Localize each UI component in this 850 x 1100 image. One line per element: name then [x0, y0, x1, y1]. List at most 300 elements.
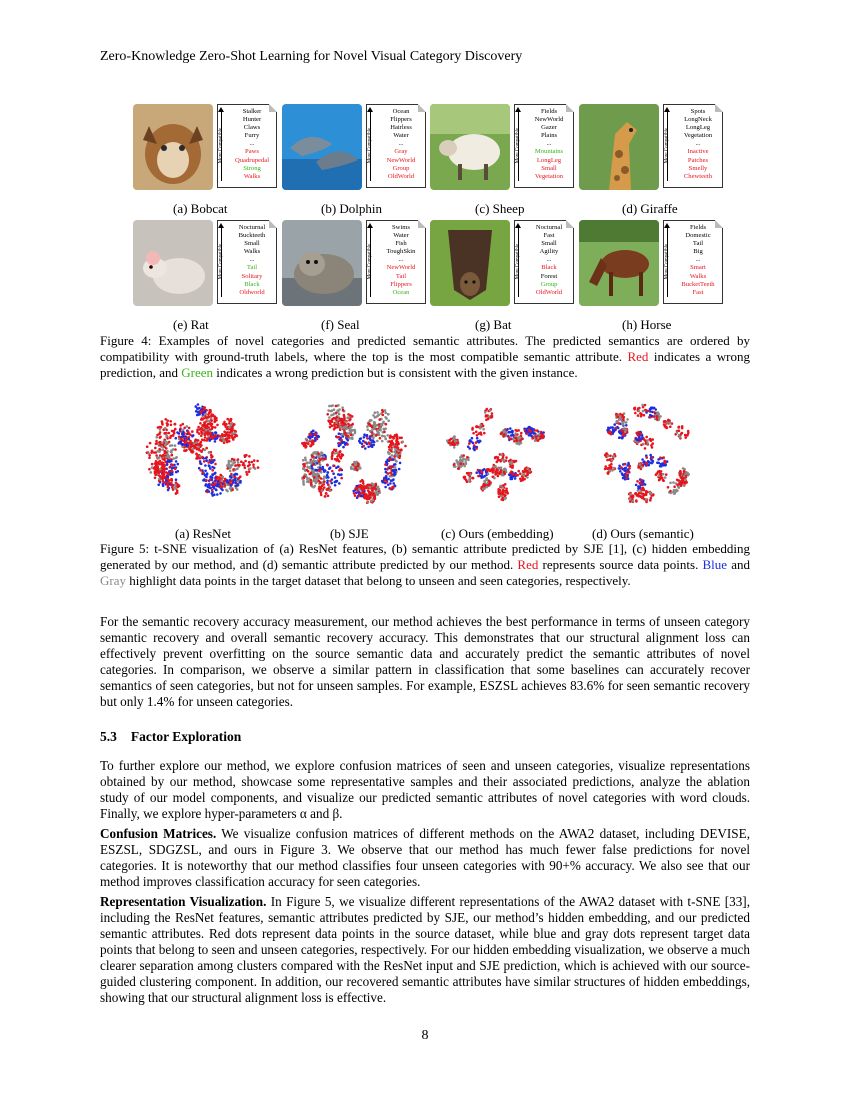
tsne-point: [337, 418, 340, 421]
tsne-point: [459, 460, 462, 463]
tsne-point: [234, 464, 237, 467]
tsne-point: [210, 456, 213, 459]
tsne-point: [321, 452, 324, 455]
tsne-point: [520, 442, 523, 445]
attribute-word: ...: [249, 256, 255, 264]
tsne-point: [478, 432, 481, 435]
tsne-point: [184, 442, 187, 445]
attribute-list: [366, 104, 426, 188]
tsne-point: [684, 479, 687, 482]
tsne-point: [687, 432, 690, 435]
tsne-point: [667, 486, 670, 489]
subcaption-ours-embedding: (c) Ours (embedding): [441, 526, 554, 541]
tsne-point: [466, 456, 469, 459]
tsne-point: [320, 494, 323, 497]
tsne-point: [389, 434, 392, 437]
attribute-word: Tail: [395, 272, 407, 280]
tsne-point: [351, 437, 354, 440]
attribute-word: Walks: [243, 248, 261, 256]
tsne-point: [169, 444, 172, 447]
tsne-point: [372, 444, 375, 447]
tsne-point: [628, 471, 631, 474]
tsne-point: [326, 464, 329, 467]
tsne-point: [389, 472, 392, 475]
tsne-sje: [290, 398, 415, 513]
tsne-point: [243, 464, 246, 467]
attribute-word: Smart: [690, 264, 706, 272]
tsne-point: [669, 482, 672, 485]
green-word: Green: [181, 365, 213, 380]
tsne-point: [310, 479, 313, 482]
tsne-point: [680, 484, 683, 487]
tsne-point: [313, 486, 316, 489]
attribute-word: Swims: [392, 224, 410, 231]
tsne-point: [328, 416, 331, 419]
attribute-word: Furry: [244, 132, 260, 140]
tsne-point: [214, 426, 217, 429]
tsne-point: [353, 492, 356, 495]
tsne-point: [206, 491, 209, 494]
attribute-word: Group: [392, 164, 410, 172]
tsne-point: [248, 471, 251, 474]
tsne-point: [662, 473, 665, 476]
tsne-point: [634, 412, 637, 415]
tsne-point: [511, 478, 514, 481]
tsne-point: [374, 411, 377, 414]
tsne-point: [468, 479, 471, 482]
tsne-point: [197, 446, 200, 449]
tsne-point: [395, 440, 398, 443]
tsne-point: [388, 452, 391, 455]
tsne-point: [330, 405, 333, 408]
tsne-point: [647, 410, 650, 413]
tsne-point: [243, 454, 246, 457]
tsne-point: [607, 455, 610, 458]
tsne-point: [625, 428, 628, 431]
tsne-point: [230, 480, 233, 483]
tsne-point: [658, 462, 661, 465]
attribute-word: Domestic: [685, 232, 711, 240]
tsne-point: [157, 472, 160, 475]
tsne-point: [222, 437, 225, 440]
tsne-point: [318, 480, 321, 483]
tsne-point: [522, 470, 525, 473]
tsne-point: [388, 458, 391, 461]
tsne-point: [676, 484, 679, 487]
attribute-word: Fields: [540, 108, 558, 115]
tsne-point: [616, 415, 619, 418]
tsne-point: [532, 432, 535, 435]
attribute-list: [217, 220, 277, 304]
example-caption: (a) Bobcat: [173, 201, 228, 216]
tsne-point: [336, 458, 339, 461]
tsne-point: [211, 489, 214, 492]
tsne-point: [640, 433, 643, 436]
tsne-point: [202, 424, 205, 427]
tsne-point: [486, 469, 489, 472]
tsne-point: [645, 456, 648, 459]
tsne-point: [606, 467, 609, 470]
attribute-word: NewWorld: [534, 116, 564, 124]
running-header: Zero-Knowledge Zero-Shot Learning for Novel Visual Category Discovery: [100, 49, 523, 64]
tsne-point: [211, 494, 214, 497]
tsne-point: [177, 463, 180, 466]
tsne-point: [226, 490, 229, 493]
tsne-point: [496, 461, 499, 464]
tsne-point: [171, 473, 174, 476]
tsne-point: [451, 441, 454, 444]
tsne-point: [393, 435, 396, 438]
tsne-point: [207, 413, 210, 416]
tsne-point: [163, 466, 166, 469]
tsne-point: [224, 478, 227, 481]
example-caption: (h) Horse: [622, 317, 672, 332]
more-compatible-label: More Compatible: [218, 127, 224, 164]
tsne-point: [313, 476, 316, 479]
tsne-point: [316, 472, 319, 475]
tsne-point: [354, 430, 357, 433]
tsne-point: [344, 420, 347, 423]
tsne-point: [310, 481, 313, 484]
tsne-point: [633, 408, 636, 411]
tsne-point: [343, 414, 346, 417]
tsne-point: [327, 495, 330, 498]
tsne-point: [326, 488, 329, 491]
tsne-point: [509, 427, 512, 430]
animal-photo: [133, 104, 213, 190]
attribute-word: LongLeg: [685, 124, 711, 132]
tsne-point: [161, 461, 164, 464]
tsne-point: [662, 456, 665, 459]
tsne-point: [333, 428, 336, 431]
tsne-point: [629, 493, 632, 496]
tsne-point: [384, 412, 387, 415]
tsne-point: [188, 427, 191, 430]
attribute-list: [217, 104, 277, 188]
tsne-point: [202, 409, 205, 412]
tsne-point: [642, 487, 645, 490]
tsne-point: [479, 424, 482, 427]
tsne-point: [475, 471, 478, 474]
attribute-word: NewWorld: [386, 156, 416, 164]
tsne-point: [306, 466, 309, 469]
attribute-word: ...: [398, 256, 404, 264]
more-compatible-label: More Compatible: [367, 243, 373, 280]
tsne-point: [200, 463, 203, 466]
tsne-point: [338, 413, 341, 416]
tsne-point: [335, 480, 338, 483]
tsne-point: [629, 465, 632, 468]
tsne-point: [216, 424, 219, 427]
tsne-point: [387, 478, 390, 481]
tsne-point: [673, 485, 676, 488]
figure-4-caption: Figure 4: Examples of novel categories and predicted semantic attributes. The predicted semantics are ordered by compatibility with ground-truth labels, where the top is the most compatible semantic attribute. Red indicates a wrong prediction, and Green indicates a wrong prediction but is consistent with the given instance.: [100, 333, 750, 380]
tsne-point: [649, 410, 652, 413]
tsne-point: [312, 463, 315, 466]
tsne-point: [179, 429, 182, 432]
attribute-word: Water: [393, 232, 409, 240]
tsne-point: [199, 422, 202, 425]
tsne-point: [150, 471, 153, 474]
tsne-point: [333, 412, 336, 415]
tsne-point: [191, 435, 194, 438]
attribute-word: Solitary: [241, 272, 263, 280]
tsne-point: [352, 463, 355, 466]
tsne-point: [669, 490, 672, 493]
tsne-point: [395, 460, 398, 463]
tsne-point: [542, 431, 545, 434]
tsne-ours-semantic: [583, 398, 708, 513]
tsne-point: [622, 423, 625, 426]
tsne-point: [393, 455, 396, 458]
tsne-point: [184, 435, 187, 438]
tsne-point: [146, 445, 149, 448]
tsne-point: [472, 432, 475, 435]
attribute-list: [366, 220, 426, 304]
tsne-point: [624, 421, 627, 424]
tsne-point: [526, 473, 529, 476]
tsne-point: [338, 432, 341, 435]
tsne-point: [479, 427, 482, 430]
tsne-point: [467, 459, 470, 462]
tsne-point: [505, 456, 508, 459]
tsne-point: [230, 484, 233, 487]
tsne-point: [397, 447, 400, 450]
tsne-point: [640, 466, 643, 469]
tsne-point: [350, 429, 353, 432]
tsne-point: [645, 436, 648, 439]
tsne-point: [329, 489, 332, 492]
tsne-point: [257, 466, 260, 469]
tsne-point: [483, 468, 486, 471]
tsne-point: [666, 421, 669, 424]
tsne-point: [636, 480, 639, 483]
tsne-point: [625, 474, 628, 477]
tsne-point: [348, 416, 351, 419]
tsne-point: [512, 473, 515, 476]
tsne-point: [364, 447, 367, 450]
tsne-point: [314, 451, 317, 454]
tsne-point: [321, 457, 324, 460]
attribute-list: [514, 104, 574, 188]
tsne-point: [361, 479, 364, 482]
tsne-point: [171, 467, 174, 470]
tsne-point: [220, 479, 223, 482]
tsne-point: [327, 409, 330, 412]
tsne-point: [676, 479, 679, 482]
page-number: 8: [421, 1028, 429, 1043]
tsne-point: [649, 438, 652, 441]
tsne-point: [202, 413, 205, 416]
attribute-word: Spots: [690, 108, 706, 115]
tsne-point: [469, 473, 472, 476]
tsne-point: [676, 489, 679, 492]
attribute-word: Hunter: [242, 116, 262, 124]
tsne-point: [219, 486, 222, 489]
tsne-point: [608, 469, 611, 472]
tsne-point: [622, 474, 625, 477]
tsne-point: [369, 419, 372, 422]
tsne-point: [659, 465, 662, 468]
attribute-word: Fast: [543, 232, 555, 240]
tsne-point: [213, 421, 216, 424]
tsne-point: [226, 464, 229, 467]
tsne-point: [350, 434, 353, 437]
tsne-point: [362, 445, 365, 448]
tsne-point: [209, 430, 212, 433]
tsne-point: [681, 425, 684, 428]
tsne-point: [180, 440, 183, 443]
tsne-point: [509, 431, 512, 434]
tsne-point: [236, 467, 239, 470]
tsne-point: [336, 436, 339, 439]
tsne-point: [170, 482, 173, 485]
tsne-point: [514, 432, 517, 435]
example-caption: (g) Bat: [475, 317, 512, 332]
animal-photo: [430, 220, 510, 306]
attribute-word: Mountains: [534, 148, 564, 156]
tsne-point: [641, 436, 644, 439]
tsne-point: [526, 470, 529, 473]
tsne-point: [513, 440, 516, 443]
tsne-point: [170, 478, 173, 481]
tsne-point: [391, 479, 394, 482]
tsne-point: [343, 417, 346, 420]
tsne-point: [650, 459, 653, 462]
tsne-point: [613, 467, 616, 470]
tsne-point: [518, 437, 521, 440]
tsne-point: [383, 431, 386, 434]
tsne-point: [339, 428, 342, 431]
tsne-point: [354, 494, 357, 497]
tsne-point: [175, 492, 178, 495]
tsne-point: [207, 435, 210, 438]
tsne-point: [315, 433, 318, 436]
tsne-point: [375, 483, 378, 486]
tsne-point: [376, 430, 379, 433]
tsne-point: [190, 450, 193, 453]
tsne-point: [171, 454, 174, 457]
tsne-point: [663, 460, 666, 463]
tsne-point: [640, 479, 643, 482]
tsne-point: [329, 420, 332, 423]
tsne-point: [148, 468, 151, 471]
tsne-point: [510, 434, 513, 437]
tsne-point: [384, 416, 387, 419]
tsne-point: [471, 437, 474, 440]
attribute-word: Hairless: [390, 124, 412, 132]
tsne-point: [195, 441, 198, 444]
tsne-point: [467, 445, 470, 448]
blue-word: Blue: [702, 557, 728, 572]
tsne-point: [155, 470, 158, 473]
tsne-point: [234, 482, 237, 485]
tsne-point: [361, 488, 364, 491]
tsne-point: [178, 432, 181, 435]
attribute-word: Flippers: [390, 116, 412, 124]
red-word: Red: [517, 557, 539, 572]
tsne-point: [366, 437, 369, 440]
tsne-point: [359, 484, 362, 487]
tsne-point: [336, 426, 339, 429]
tsne-point: [404, 445, 407, 448]
tsne-point: [210, 419, 213, 422]
tsne-point: [210, 454, 213, 457]
tsne-point: [175, 460, 178, 463]
tsne-point: [471, 428, 474, 431]
example-4: [579, 104, 789, 190]
tsne-point: [321, 489, 324, 492]
example-caption: (c) Sheep: [475, 201, 525, 216]
tsne-point: [182, 431, 185, 434]
tsne-point: [356, 469, 359, 472]
tsne-point: [323, 470, 326, 473]
tsne-point: [323, 486, 326, 489]
more-compatible-label: More Compatible: [664, 243, 670, 280]
tsne-point: [324, 495, 327, 498]
tsne-point: [650, 462, 653, 465]
tsne-point: [505, 491, 508, 494]
tsne-point: [664, 420, 667, 423]
tsne-point: [457, 462, 460, 465]
tsne-point: [626, 418, 629, 421]
tsne-point: [486, 408, 489, 411]
attribute-word: Smelly: [688, 164, 708, 172]
tsne-point: [335, 412, 338, 415]
animal-photo: [430, 104, 510, 190]
tsne-point: [649, 499, 652, 502]
tsne-point: [334, 476, 337, 479]
attribute-word: Black: [541, 264, 557, 272]
tsne-point: [214, 434, 217, 437]
tsne-point: [239, 481, 242, 484]
attribute-word: Small: [541, 240, 557, 248]
gray-word: Gray: [100, 573, 126, 588]
tsne-point: [199, 460, 202, 463]
tsne-point: [684, 434, 687, 437]
attribute-word: Group: [540, 280, 558, 288]
tsne-point: [195, 453, 198, 456]
tsne-point: [372, 439, 375, 442]
attribute-word: Water: [393, 132, 409, 140]
tsne-point: [227, 436, 230, 439]
tsne-point: [681, 476, 684, 479]
attribute-word: Vegetation: [534, 172, 564, 180]
tsne-point: [159, 468, 162, 471]
tsne-point: [387, 413, 390, 416]
tsne-point: [482, 428, 485, 431]
tsne-point: [484, 411, 487, 414]
tsne-point: [365, 494, 368, 497]
tsne-point: [472, 442, 475, 445]
tsne-point: [494, 457, 497, 460]
tsne-point: [503, 433, 506, 436]
paragraph-factor-intro: To further explore our method, we explore confusion matrices of seen and unseen categories, visualize representations obtained by our method, showcase some representative samples and their associated predictions, analyze the ablation study of our model components, and visualize our predicted semantic attributes of novel categories with word clouds. Finally, we explore hyper-parameters α and β.: [100, 758, 750, 821]
tsne-point: [458, 467, 461, 470]
tsne-point: [659, 415, 662, 418]
tsne-point: [256, 460, 259, 463]
tsne-ours-embedding: [437, 398, 562, 513]
tsne-point: [343, 432, 346, 435]
tsne-point: [377, 414, 380, 417]
tsne-point: [340, 477, 343, 480]
tsne-point: [186, 425, 189, 428]
tsne-point: [644, 483, 647, 486]
attribute-word: Fields: [689, 224, 707, 231]
tsne-point: [651, 456, 654, 459]
tsne-point: [197, 426, 200, 429]
tsne-point: [355, 487, 358, 490]
